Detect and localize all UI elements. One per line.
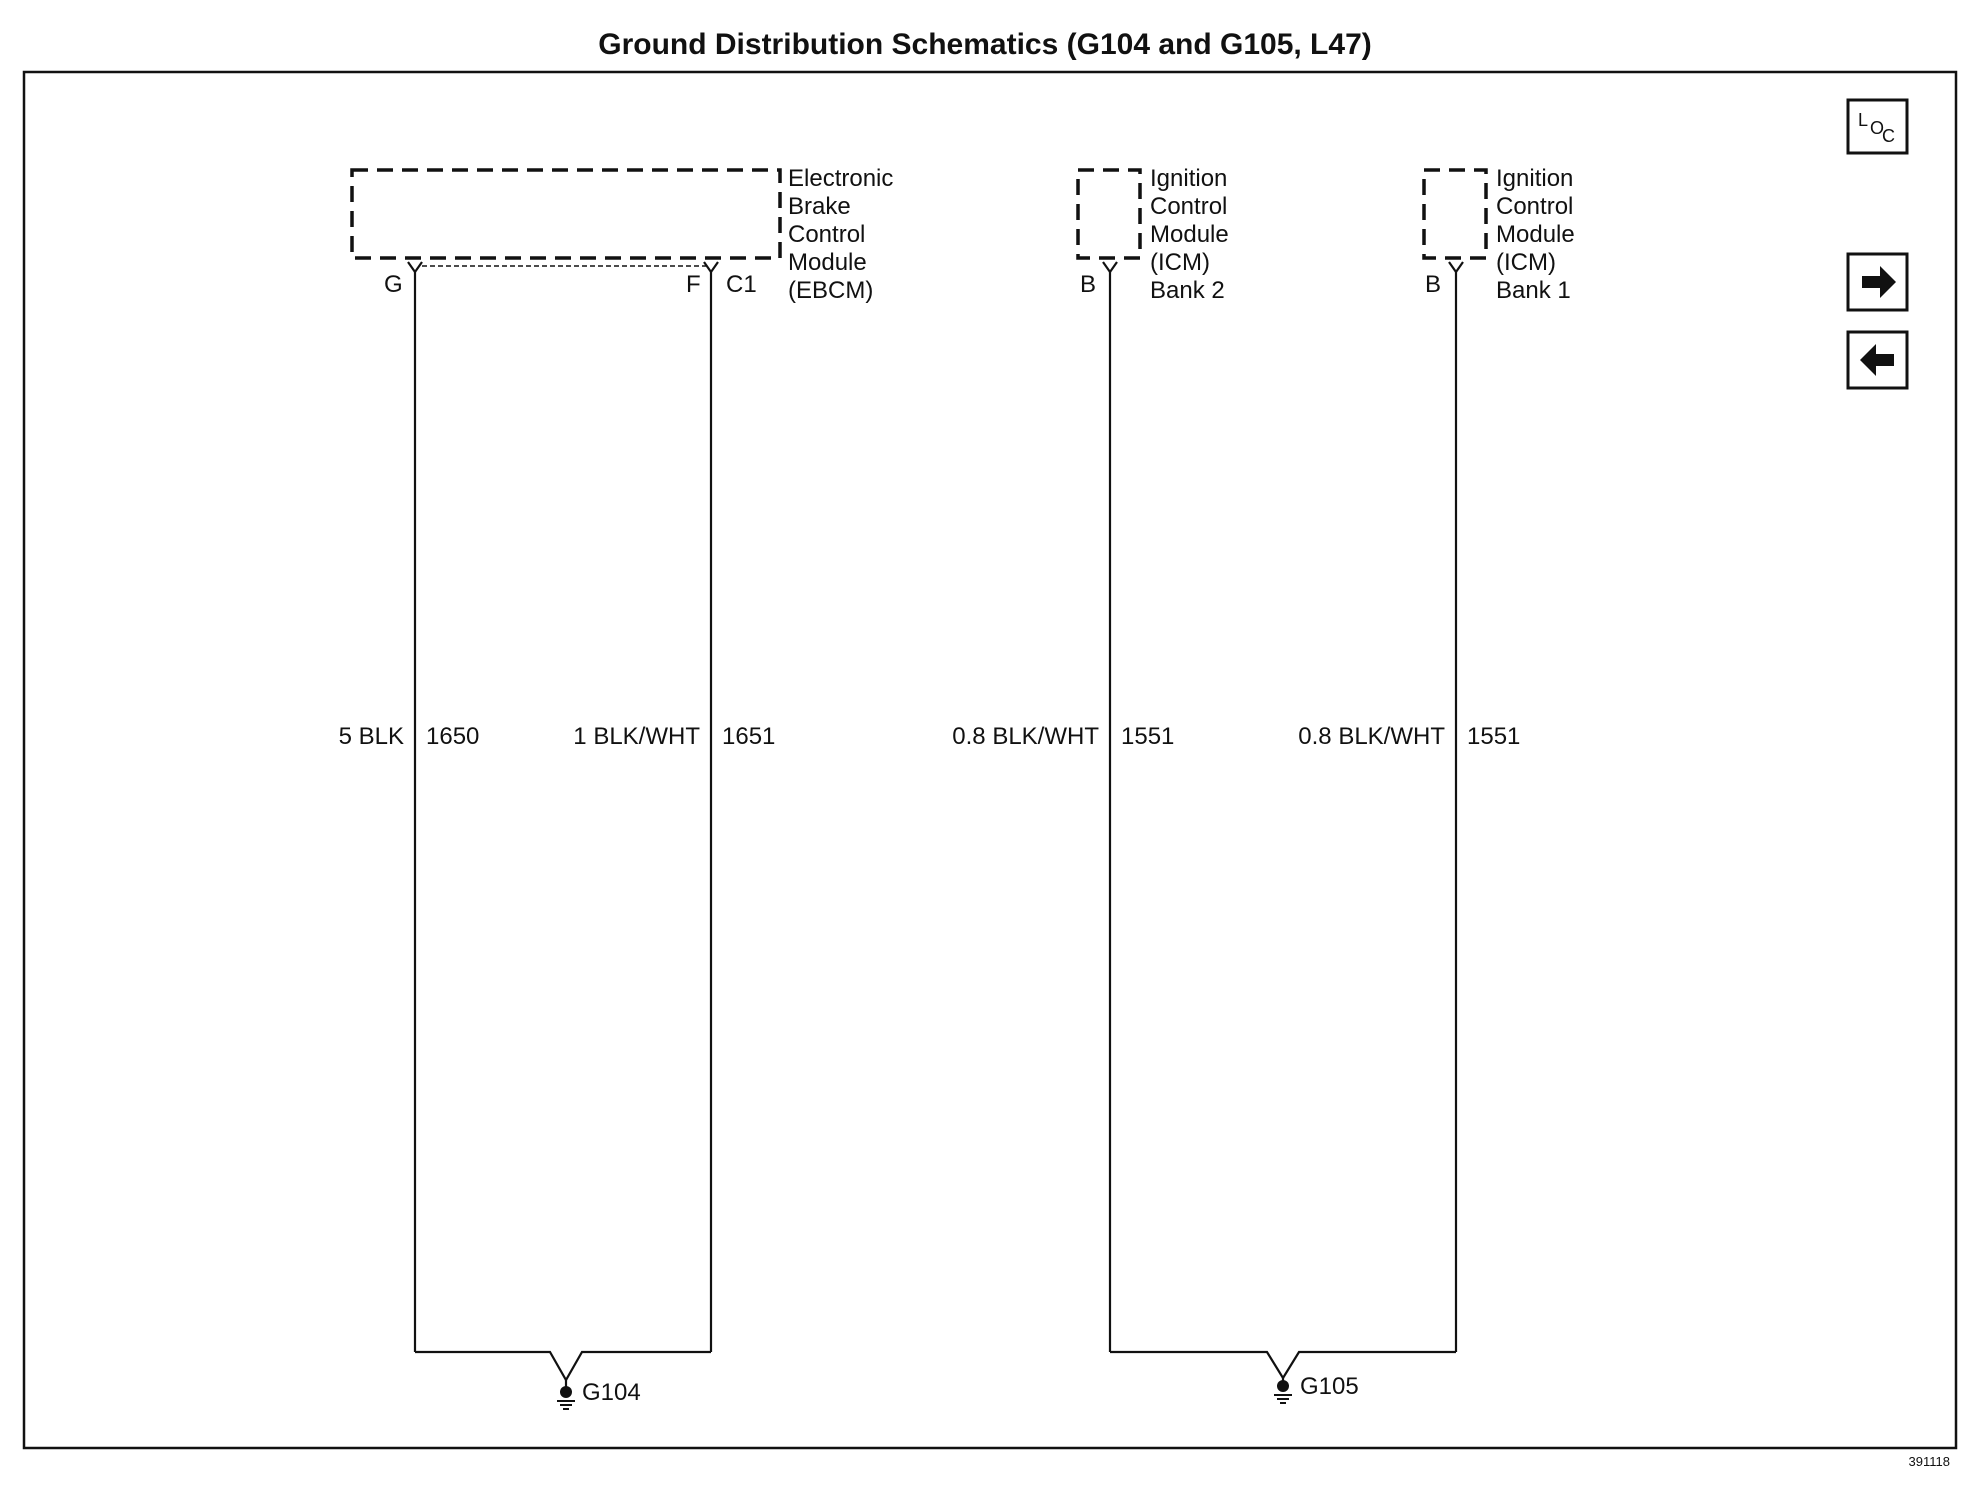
icm-bank2-module-box <box>1078 170 1140 258</box>
location-o: O <box>1870 118 1885 138</box>
icm-bank2-label-line: Bank 2 <box>1150 277 1225 304</box>
icm-bank2-label-line: Module <box>1150 221 1229 248</box>
wire-circuit-number: 1651 <box>722 723 776 750</box>
icm-bank1-label <box>1496 165 1575 304</box>
ebcm-label-line: (EBCM) <box>788 277 874 304</box>
pin-b-connector <box>1449 262 1463 272</box>
icm-bank1-label-line: Module <box>1496 221 1575 248</box>
ebcm-module-box <box>352 170 780 258</box>
ground-label-g104: G104 <box>582 1379 641 1406</box>
wire-circuit-number: 1551 <box>1121 723 1175 750</box>
location-l: L <box>1858 110 1869 130</box>
ground-g105-bus <box>1110 1352 1456 1378</box>
ground-label-g105: G105 <box>1300 1373 1359 1400</box>
icm-bank2-label-line: Control <box>1150 193 1228 220</box>
back-button[interactable] <box>1848 332 1907 388</box>
pin-label-b: B <box>1425 271 1442 298</box>
icm-bank1-label-line: Ignition <box>1496 165 1574 192</box>
icm-bank1-module-box <box>1424 170 1486 258</box>
figure-id: 391118 <box>1908 1454 1950 1469</box>
page-title: Ground Distribution Schematics (G104 and G105, L47) <box>598 28 1372 61</box>
pin-label-g: G <box>384 271 403 298</box>
icm-bank1-label-line: Control <box>1496 193 1574 220</box>
location-c: C <box>1882 126 1895 146</box>
ground-symbol-icon <box>1274 1380 1292 1403</box>
ebcm-label-line: Control <box>788 221 866 248</box>
pin-g-connector <box>408 262 422 272</box>
location-button[interactable] <box>1848 100 1907 153</box>
pin-f-connector <box>704 262 718 272</box>
ebcm-label-line: Module <box>788 249 867 276</box>
pin-b-connector <box>1103 262 1117 272</box>
wire-size-color: 1 BLK/WHT <box>573 723 700 750</box>
ground-symbol-icon <box>557 1386 575 1409</box>
ebcm-label-line: Electronic <box>788 165 894 192</box>
wire-size-color: 0.8 BLK/WHT <box>952 723 1099 750</box>
wire-circuit-number: 1650 <box>426 723 480 750</box>
icm-bank2-label-line: Ignition <box>1150 165 1228 192</box>
wire-circuit-number: 1551 <box>1467 723 1521 750</box>
forward-button[interactable] <box>1848 254 1907 310</box>
pin-label-b: B <box>1080 271 1097 298</box>
icm-bank2-label <box>1150 165 1229 304</box>
icm-bank1-label-line: Bank 1 <box>1496 277 1571 304</box>
connector-c1-label: C1 <box>726 271 757 298</box>
ebcm-label <box>788 165 893 304</box>
wire-size-color: 5 BLK <box>338 723 404 750</box>
ebcm-label-line: Brake <box>788 193 851 220</box>
pin-label-f: F <box>686 271 701 298</box>
wire-size-color: 0.8 BLK/WHT <box>1298 723 1445 750</box>
icm-bank2-label-line: (ICM) <box>1150 249 1210 276</box>
ground-g104-bus <box>415 1352 711 1380</box>
diagram-frame <box>24 72 1956 1448</box>
icm-bank1-label-line: (ICM) <box>1496 249 1556 276</box>
